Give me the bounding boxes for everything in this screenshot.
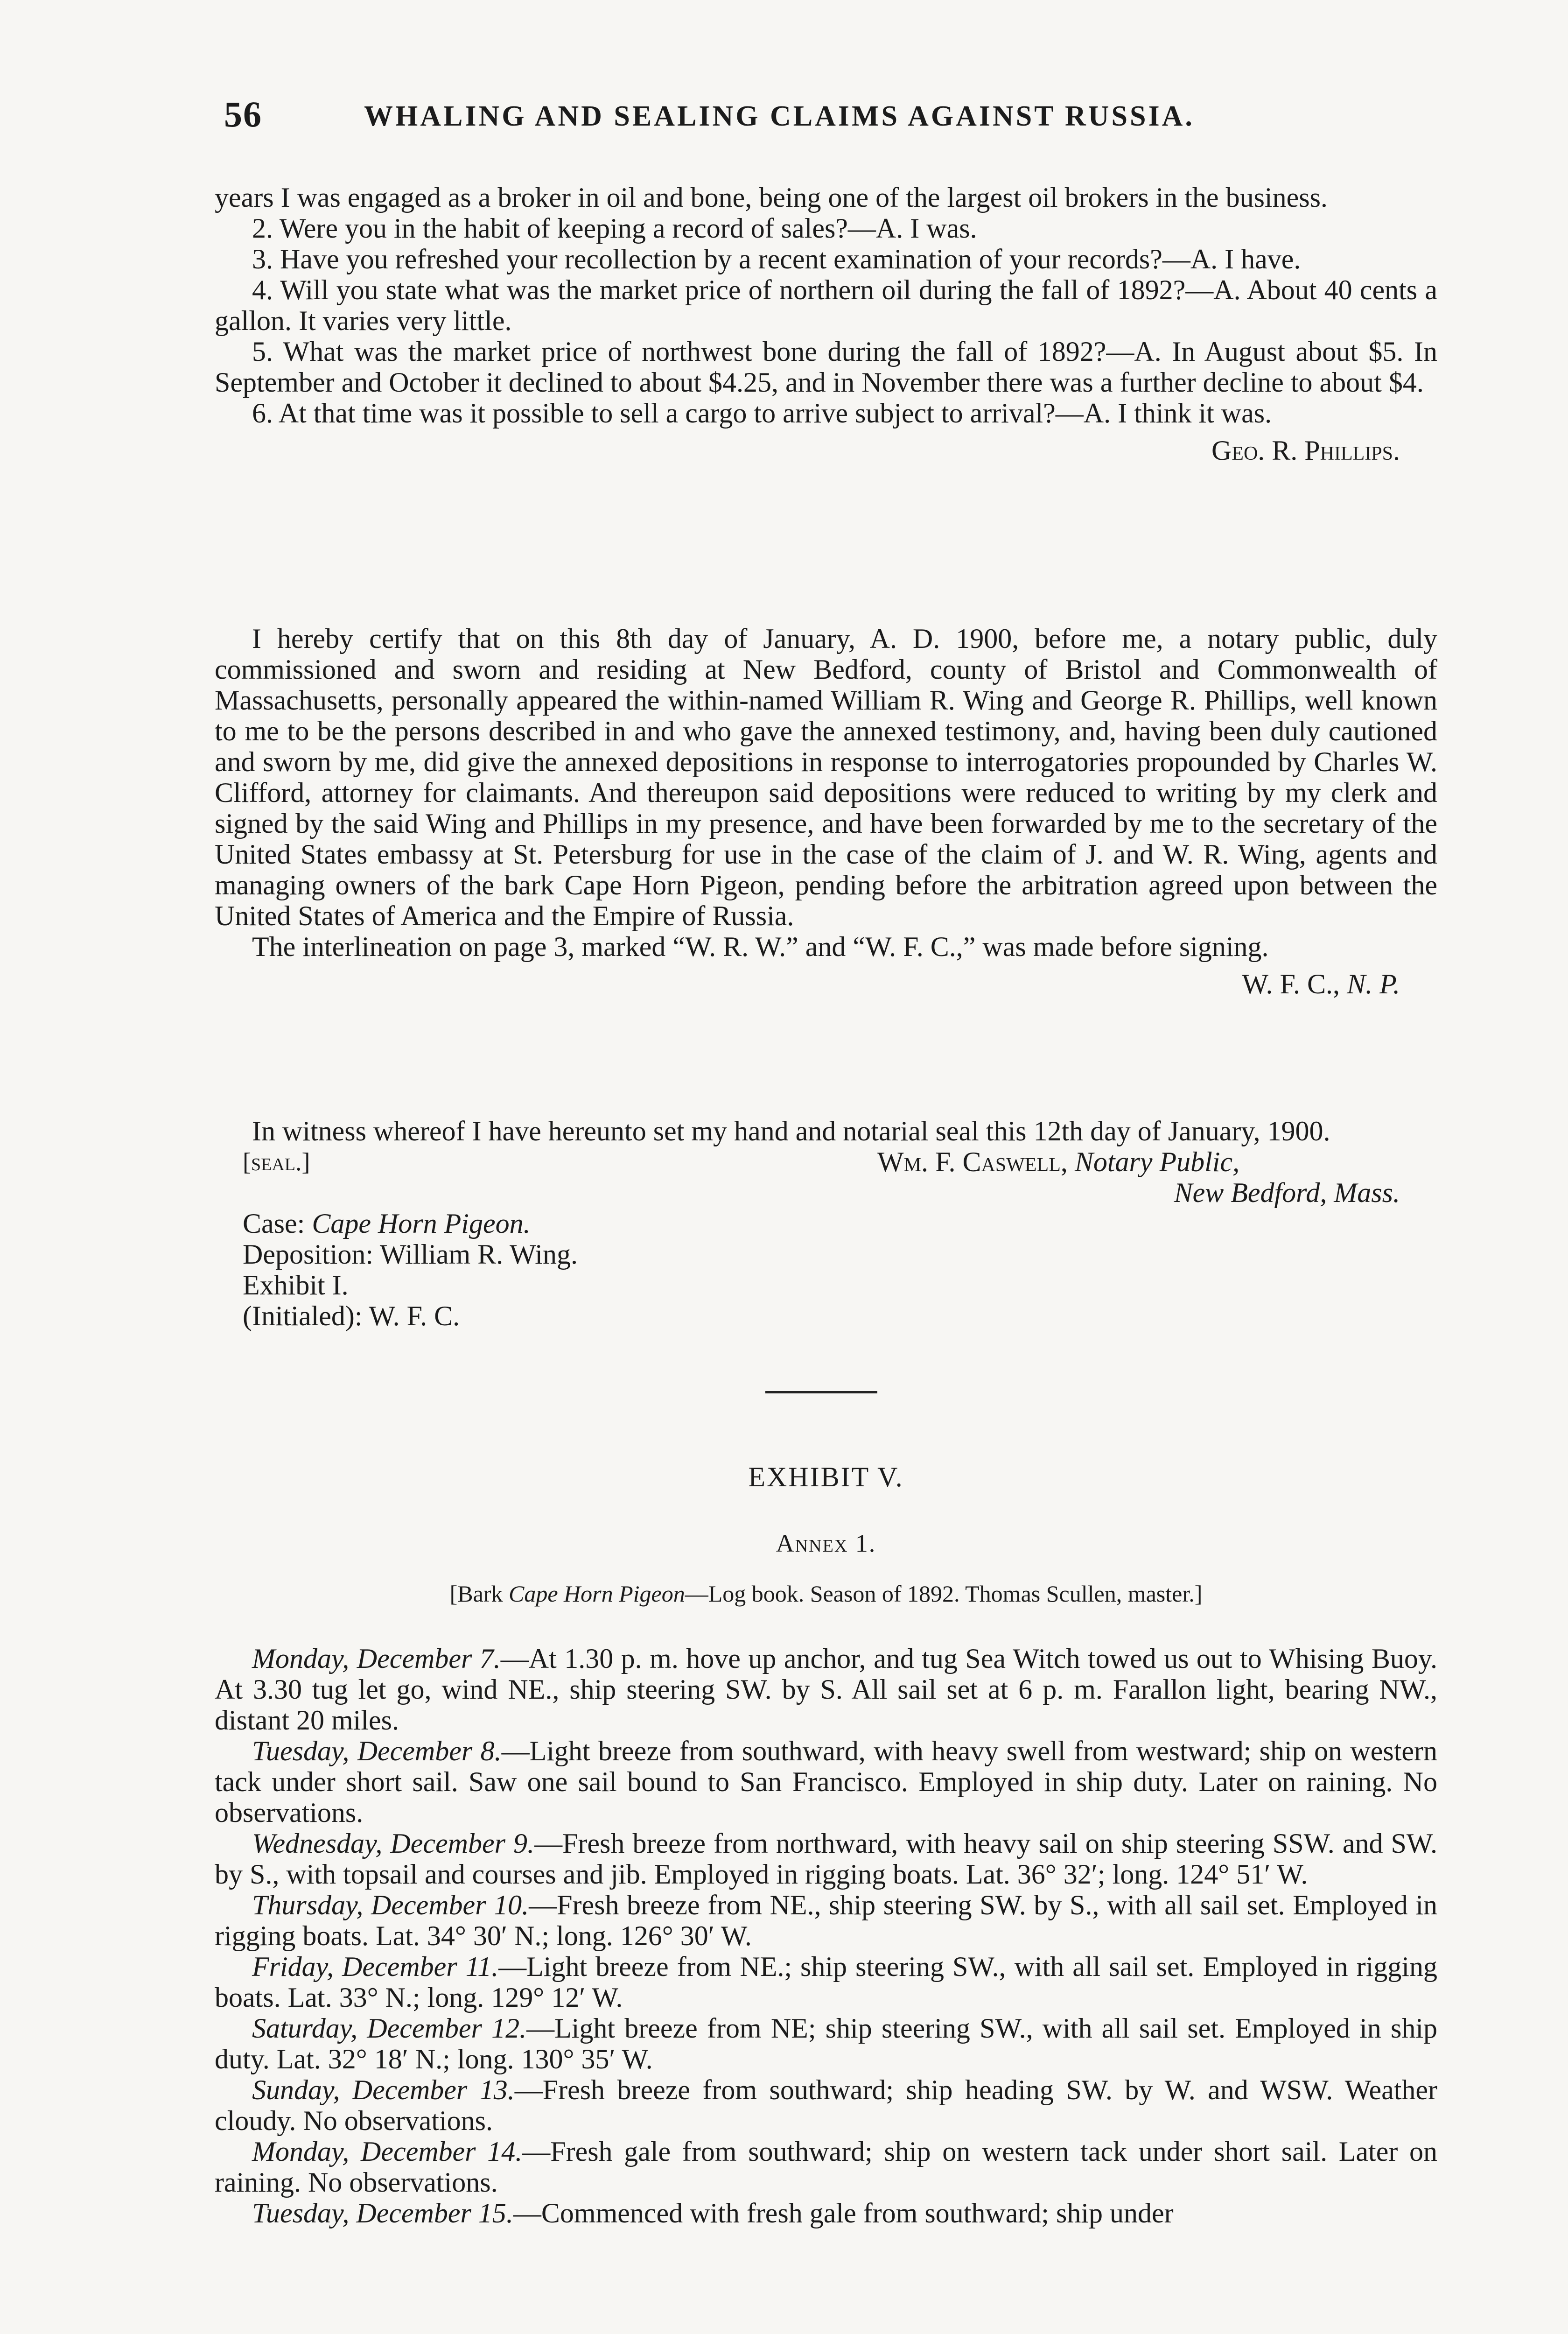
log-entry-day: Tuesday, December 15. — [252, 2198, 513, 2229]
seal-mark: [seal.] — [243, 1148, 310, 1176]
notary-title: Notary Public, — [1074, 1146, 1240, 1177]
log-entry — [215, 1890, 1437, 1951]
page-number: 56 — [224, 94, 262, 134]
testimony-paragraph: 3. Have you refreshed your recollection by a recent examination of your records?—A. I have. — [252, 244, 1301, 274]
interlineation-note: The interlineation on page 3, marked “W. R. W.” and “W. F. C.,” was made before signing. — [252, 931, 1269, 962]
testimony-paragraph: 5. What was the market price of northwest bone during the fall of 1892?—A. In August about $5. In September and October it declined to about $4.25, and in November there was a further decline to about $4. — [215, 336, 1437, 398]
notary-signature — [877, 1146, 1239, 1177]
log-entry-text: —Fresh breeze from southward; ship heading SW. by W. and WSW. Weather cloudy. No observations. — [215, 2074, 1437, 2136]
log-entry-day: Sunday, December 13. — [252, 2074, 515, 2105]
deposition-line: Deposition: William R. Wing. — [243, 1239, 578, 1270]
log-entry — [215, 2198, 1437, 2229]
log-entry-day: Thursday, December 10. — [252, 1890, 529, 1920]
witness-section — [215, 1116, 1437, 1331]
log-entry-text: —Light breeze from NE; ship steering SW., with all sail set. Employed in ship duty. Lat. 32° 18′ N.; long. 130° 35′ W. — [215, 2013, 1437, 2074]
case-label: Case: — [243, 1208, 312, 1239]
initials-title: N. P. — [1347, 969, 1400, 999]
certificate-paragraph: I hereby certify that on this 8th day of January, A. D. 1900, before me, a notary public, duly commissioned and sworn and residing at New Bedford, county of Bristol and Commonwealth of Massachusetts, personally appeared the within-named William R. Wing and George R. Phillips, well known to me to be the persons described in and who gave the annexed testimony, and, having been duly cautioned and sworn by me, did give the annexed depositions in response to interrogatories propounded by Charles W. Clifford, attorney for claimants. And thereupon said depositions were reduced to writing by my clerk and signed by the said Wing and Phillips in my presence, and have been forwarded by me to the secretary of the United States embassy at St. Petersburg for use in the case of the claim of J. and W. R. Wing, agents and managing owners of the bark Cape Horn Pigeon, pending before the arbitration agreed upon between the United States of America and the Empire of Russia. — [215, 623, 1437, 931]
log-entry-day: Friday, December 11. — [252, 1951, 499, 1982]
log-entry-text: —Commenced with fresh gale from southward; ship under — [513, 2198, 1174, 2229]
log-entry — [215, 1828, 1437, 1890]
witness-paragraph: In witness whereof I have hereunto set my hand and notarial seal this 12th day of January, 1900. — [252, 1116, 1330, 1146]
annex-title: Annex 1. — [776, 1529, 876, 1557]
page-header — [215, 93, 1437, 149]
notary-certificate — [215, 623, 1437, 999]
log-entry-day: Monday, December 7. — [252, 1643, 501, 1674]
log-entry — [215, 2013, 1437, 2074]
log-entry-day: Saturday, December 12. — [252, 2013, 527, 2044]
log-entry-text: —At 1.30 p. m. hove up anchor, and tug Sea Witch towed us out to Whising Buoy. At 3.30 tug let go, wind NE., ship steering SW. by S. All sail set at 6 p. m. Farallon light, bearing NW., distant 20 miles. — [215, 1643, 1437, 1736]
log-entry-text: —Light breeze from NE.; ship steering SW., with all sail set. Employed in rigging boats. Lat. 33° N.; long. 129° 12′ W. — [215, 1951, 1437, 2013]
log-entry — [215, 1736, 1437, 1828]
log-entry — [215, 1643, 1437, 1736]
log-entry — [215, 1951, 1437, 2013]
running-title: WHALING AND SEALING CLAIMS AGAINST RUSSIA. — [364, 100, 1195, 132]
case-info — [215, 1208, 1437, 1331]
caption-open: [Bark — [449, 1581, 509, 1607]
notary-name: Wm. F. Caswell, — [877, 1146, 1075, 1177]
seal-row — [215, 1146, 1437, 1177]
testimony-paragraph: 4. Will you state what was the market price of northern oil during the fall of 1892?—A. About 40 cents a gallon. It varies very little. — [215, 274, 1437, 336]
log-entry-text: —Fresh breeze from NE., ship steering SW. by S., with all sail set. Employed in rigging boats. Lat. 34° 30′ N.; long. 126° 30′ W. — [215, 1890, 1437, 1951]
case-value: Cape Horn Pigeon. — [312, 1208, 531, 1239]
log-entry-day: Tuesday, December 8. — [252, 1736, 502, 1766]
case-line — [243, 1208, 1437, 1239]
exhibit-title: EXHIBIT V. — [748, 1462, 904, 1492]
logbook-caption — [215, 1580, 1437, 1607]
exhibit-line: Exhibit I. — [243, 1270, 349, 1301]
testimony-paragraph: years I was engaged as a broker in oil and bone, being one of the largest oil brokers in the business. — [215, 182, 1328, 213]
initials-name: W. F. C., — [1242, 969, 1347, 999]
testimony-paragraph: 6. At that time was it possible to sell a cargo to arrive subject to arrival?—A. I think it was. — [252, 398, 1272, 429]
notary-initials — [215, 969, 1437, 999]
initialed-line: (Initialed): W. F. C. — [243, 1301, 460, 1331]
document-page — [215, 0, 1437, 2334]
caption-rest: —Log book. Season of 1892. Thomas Scullen, master.] — [685, 1581, 1203, 1607]
signature-phillips: Geo. R. Phillips. — [1211, 435, 1400, 466]
log-entry-text: —Fresh gale from southward; ship on western tack under short sail. Later on raining. No observations. — [215, 2136, 1438, 2198]
notary-place: New Bedford, Mass. — [1174, 1177, 1400, 1208]
testimony-paragraph: 2. Were you in the habit of keeping a record of sales?—A. I was. — [252, 213, 977, 244]
log-entry-day: Wednesday, December 9. — [252, 1828, 535, 1859]
log-entries — [215, 1643, 1437, 2229]
log-entry — [215, 2136, 1437, 2198]
testimony-section — [215, 182, 1437, 466]
log-entry-text: —Light breeze from southward, with heavy swell from westward; ship on western tack under short sail. Saw one sail bound to San Francisco. Employed in ship duty. Later on raining. No observations. — [215, 1736, 1437, 1828]
section-divider — [765, 1391, 877, 1393]
log-entry-day: Monday, December 14. — [252, 2136, 523, 2167]
log-entry — [215, 2074, 1437, 2136]
caption-ship: Cape Horn Pigeon — [508, 1581, 685, 1607]
log-entry-text: —Fresh breeze from northward, with heavy sail on ship steering SSW. and SW. by S., with topsail and courses and jib. Employed in rigging boats. Lat. 36° 32′; long. 124° 51′ W. — [215, 1828, 1438, 1890]
